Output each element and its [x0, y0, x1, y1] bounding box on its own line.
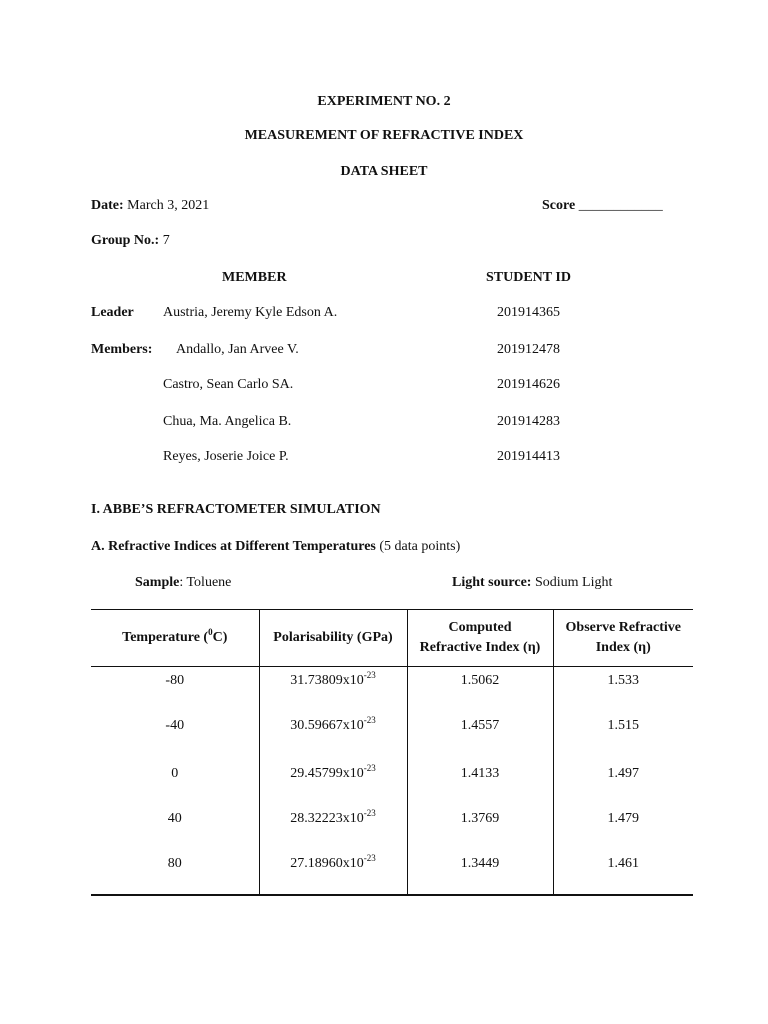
member-name: Castro, Sean Carlo SA.: [163, 377, 294, 392]
cell-observed-index: 1.533: [553, 667, 693, 719]
member-name: Reyes, Joserie Joice P.: [163, 449, 289, 464]
page-title: MEASUREMENT OF REFRACTIVE INDEX: [244, 128, 524, 143]
header-temperature: Temperature ($^0$C): [91, 610, 259, 667]
sample-value: : Toluene: [179, 575, 232, 590]
cell-computed-index: 1.4557: [407, 718, 553, 766]
member-id: 201912478: [497, 342, 560, 357]
cell-polarisability: $29.45799x10^{-23}$: [259, 766, 407, 811]
leader-name: Austria, Jeremy Kyle Edson A.: [163, 305, 338, 320]
light-source-value: Sodium Light: [531, 575, 613, 590]
table-row: [91, 811, 693, 856]
member-name: Chua, Ma. Angelica B.: [163, 414, 292, 429]
refractive-index-table: [91, 609, 693, 896]
cell-observed-index: 1.497: [553, 766, 693, 811]
light-source-label: Light source:: [452, 575, 532, 590]
sample-line: [135, 575, 231, 591]
cell-temperature: 0: [171, 766, 179, 781]
date-label: Date:: [91, 198, 124, 213]
cell-computed-index: 1.5062: [407, 667, 553, 719]
subsection-note: (5 data points): [375, 539, 461, 554]
header-computed-index: Computed Refractive Index (η): [407, 610, 553, 667]
cell-temperature: 40: [167, 811, 182, 826]
member-header: MEMBER: [222, 270, 287, 285]
table-row: [91, 766, 693, 811]
table-row: [91, 667, 693, 719]
member-id: 201914283: [497, 414, 560, 429]
experiment-number: EXPERIMENT NO. 2: [317, 94, 451, 109]
light-source-line: [452, 575, 612, 591]
page-subtitle: DATA SHEET: [340, 164, 428, 179]
cell-computed-index: 1.3769: [407, 811, 553, 856]
member-name: Andallo, Jan Arvee V.: [176, 342, 299, 357]
group-line: [91, 233, 170, 249]
group-value: 7: [159, 233, 170, 248]
cell-polarisability: $31.73809x10^{-23}$: [259, 667, 407, 719]
group-label: Group No.:: [91, 233, 160, 248]
member-id: 201914413: [497, 449, 560, 464]
cell-observed-index: 1.461: [553, 856, 693, 895]
sample-label: Sample: [135, 575, 180, 590]
members-label: Members:: [91, 342, 153, 357]
header-polarisability: Polarisability (GPa): [259, 610, 407, 667]
table-row: [91, 718, 693, 766]
subsection-heading: [91, 539, 460, 555]
cell-polarisability: $28.32223x10^{-23}$: [259, 811, 407, 856]
table-header-row: [91, 610, 693, 667]
subsection-title: A. Refractive Indices at Different Temperatures: [91, 539, 376, 554]
cell-polarisability: $30.59667x10^{-23}$: [259, 718, 407, 766]
cell-temperature: 80: [91, 856, 259, 895]
member-id: 201914626: [497, 377, 560, 392]
cell-observed-index: 1.479: [553, 811, 693, 856]
score-blank: ____________: [575, 198, 663, 213]
leader-id: 201914365: [497, 305, 560, 320]
student-id-header: STUDENT ID: [486, 270, 571, 285]
score-label: Score: [542, 198, 576, 213]
date-value: March 3, 2021: [123, 198, 210, 213]
cell-computed-index: 1.3449: [407, 856, 553, 895]
cell-polarisability: $27.18960x10^{-23}$: [259, 856, 407, 895]
leader-label: Leader: [91, 305, 134, 320]
cell-temperature: -40: [165, 718, 185, 733]
cell-observed-index: 1.515: [553, 718, 693, 766]
section-heading: I. ABBE’S REFRACTOMETER SIMULATION: [91, 502, 381, 517]
score-line: [542, 198, 663, 214]
header-observed-index: Observe Refractive Index (η): [553, 610, 693, 667]
cell-temperature: -80: [165, 673, 185, 688]
cell-computed-index: 1.4133: [407, 766, 553, 811]
table-row: [91, 856, 693, 895]
date-line: [91, 198, 209, 214]
